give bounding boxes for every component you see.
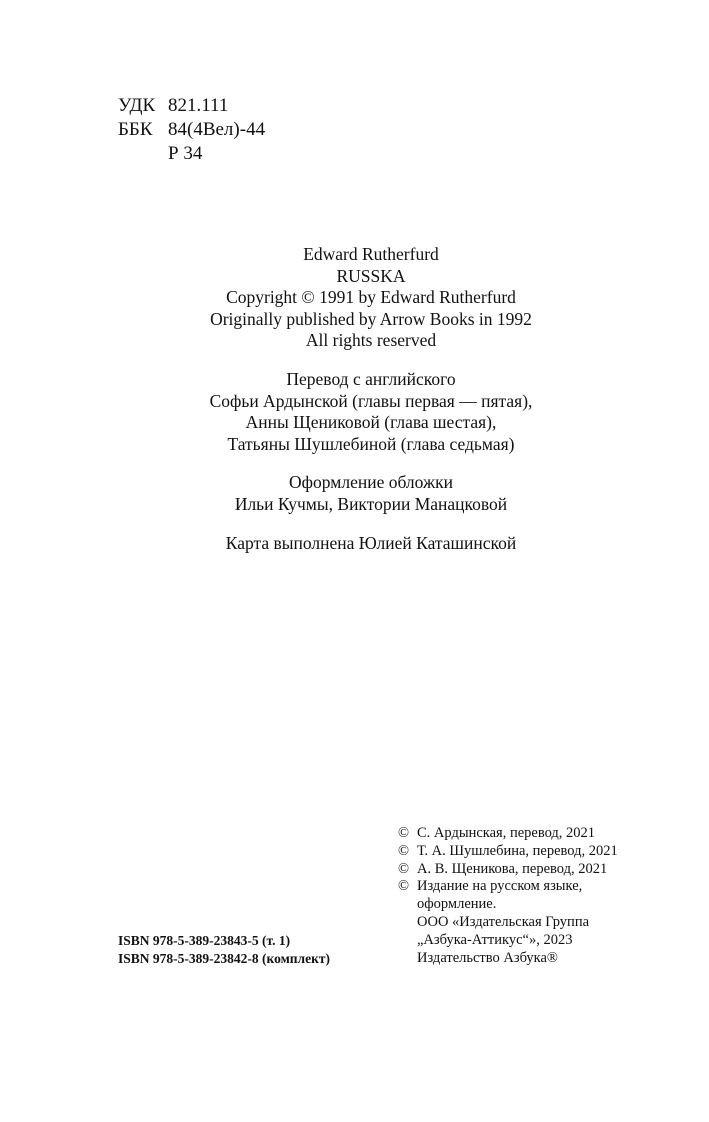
udk-row: [118, 94, 265, 118]
author-sign-value: Р 34: [168, 143, 203, 164]
isbn-set: ISBN 978-5-389-23842-8 (комплект): [118, 951, 331, 966]
copyright-notices: [398, 825, 618, 967]
translator-line: Анны Щениковой (глава шестая),: [245, 412, 497, 432]
author-sign-row: [118, 142, 265, 166]
bbk-label: ББК: [118, 119, 153, 140]
copyright-line: [398, 843, 618, 861]
bbk-value: 84(4Вел)-44: [168, 119, 266, 140]
copyright-symbol: ©: [398, 825, 410, 841]
classification-block: [118, 94, 265, 166]
original-edition-block: [0, 244, 709, 352]
copyright-continuation: оформление.: [417, 896, 497, 913]
translator-line: Татьяны Шушлебиной (глава седьмая): [227, 433, 515, 454]
original-title: RUSSKA: [336, 265, 406, 286]
map-credit: Карта выполнена Юлией Каташинской: [225, 533, 517, 553]
copyright-symbol: ©: [398, 878, 410, 895]
copyright-continuation: Издательство Азбука®: [417, 949, 558, 966]
translation-heading: Перевод с английского: [286, 369, 456, 389]
translator-line: Софьи Ардынской (главы первая — пятая),: [209, 390, 533, 411]
udk-value: 821.111: [168, 95, 229, 116]
author-sign-label: [118, 142, 168, 166]
copyright-symbol: ©: [398, 842, 410, 859]
isbn-block: [118, 932, 330, 968]
copyright-line: [398, 861, 618, 879]
udk-label: УДК: [118, 95, 156, 116]
copyright-continuation: ООО «Издательская Группа: [417, 913, 590, 930]
cover-designers: Ильи Кучмы, Виктории Манацковой: [234, 493, 508, 514]
copyright-line: [398, 878, 618, 896]
translation-block: [0, 369, 709, 455]
copyright-line: [398, 825, 618, 843]
isbn-volume: ISBN 978-5-389-23843-5 (т. 1): [118, 933, 291, 948]
copyright-text: А. В. Щеникова, перевод, 2021: [417, 860, 608, 877]
copyright-continuation: „Азбука-Аттикус“», 2023: [417, 931, 573, 948]
copyright-text: С. Ардынская, перевод, 2021: [417, 825, 596, 841]
original-rights: All rights reserved: [305, 330, 437, 350]
copyright-symbol: ©: [398, 860, 410, 877]
copyright-text: Издание на русском языке,: [417, 878, 583, 895]
bbk-row: [118, 118, 265, 142]
original-copyright: Copyright © 1991 by Edward Rutherfurd: [226, 287, 516, 307]
copyright-text: Т. А. Шушлебина, перевод, 2021: [417, 842, 618, 859]
cover-heading: Оформление обложки: [289, 472, 453, 492]
map-credit-block: [0, 533, 709, 555]
original-author: Edward Rutherfurd: [303, 244, 439, 264]
original-publisher: Originally published by Arrow Books in 1992: [210, 308, 532, 329]
cover-design-block: [0, 472, 709, 515]
